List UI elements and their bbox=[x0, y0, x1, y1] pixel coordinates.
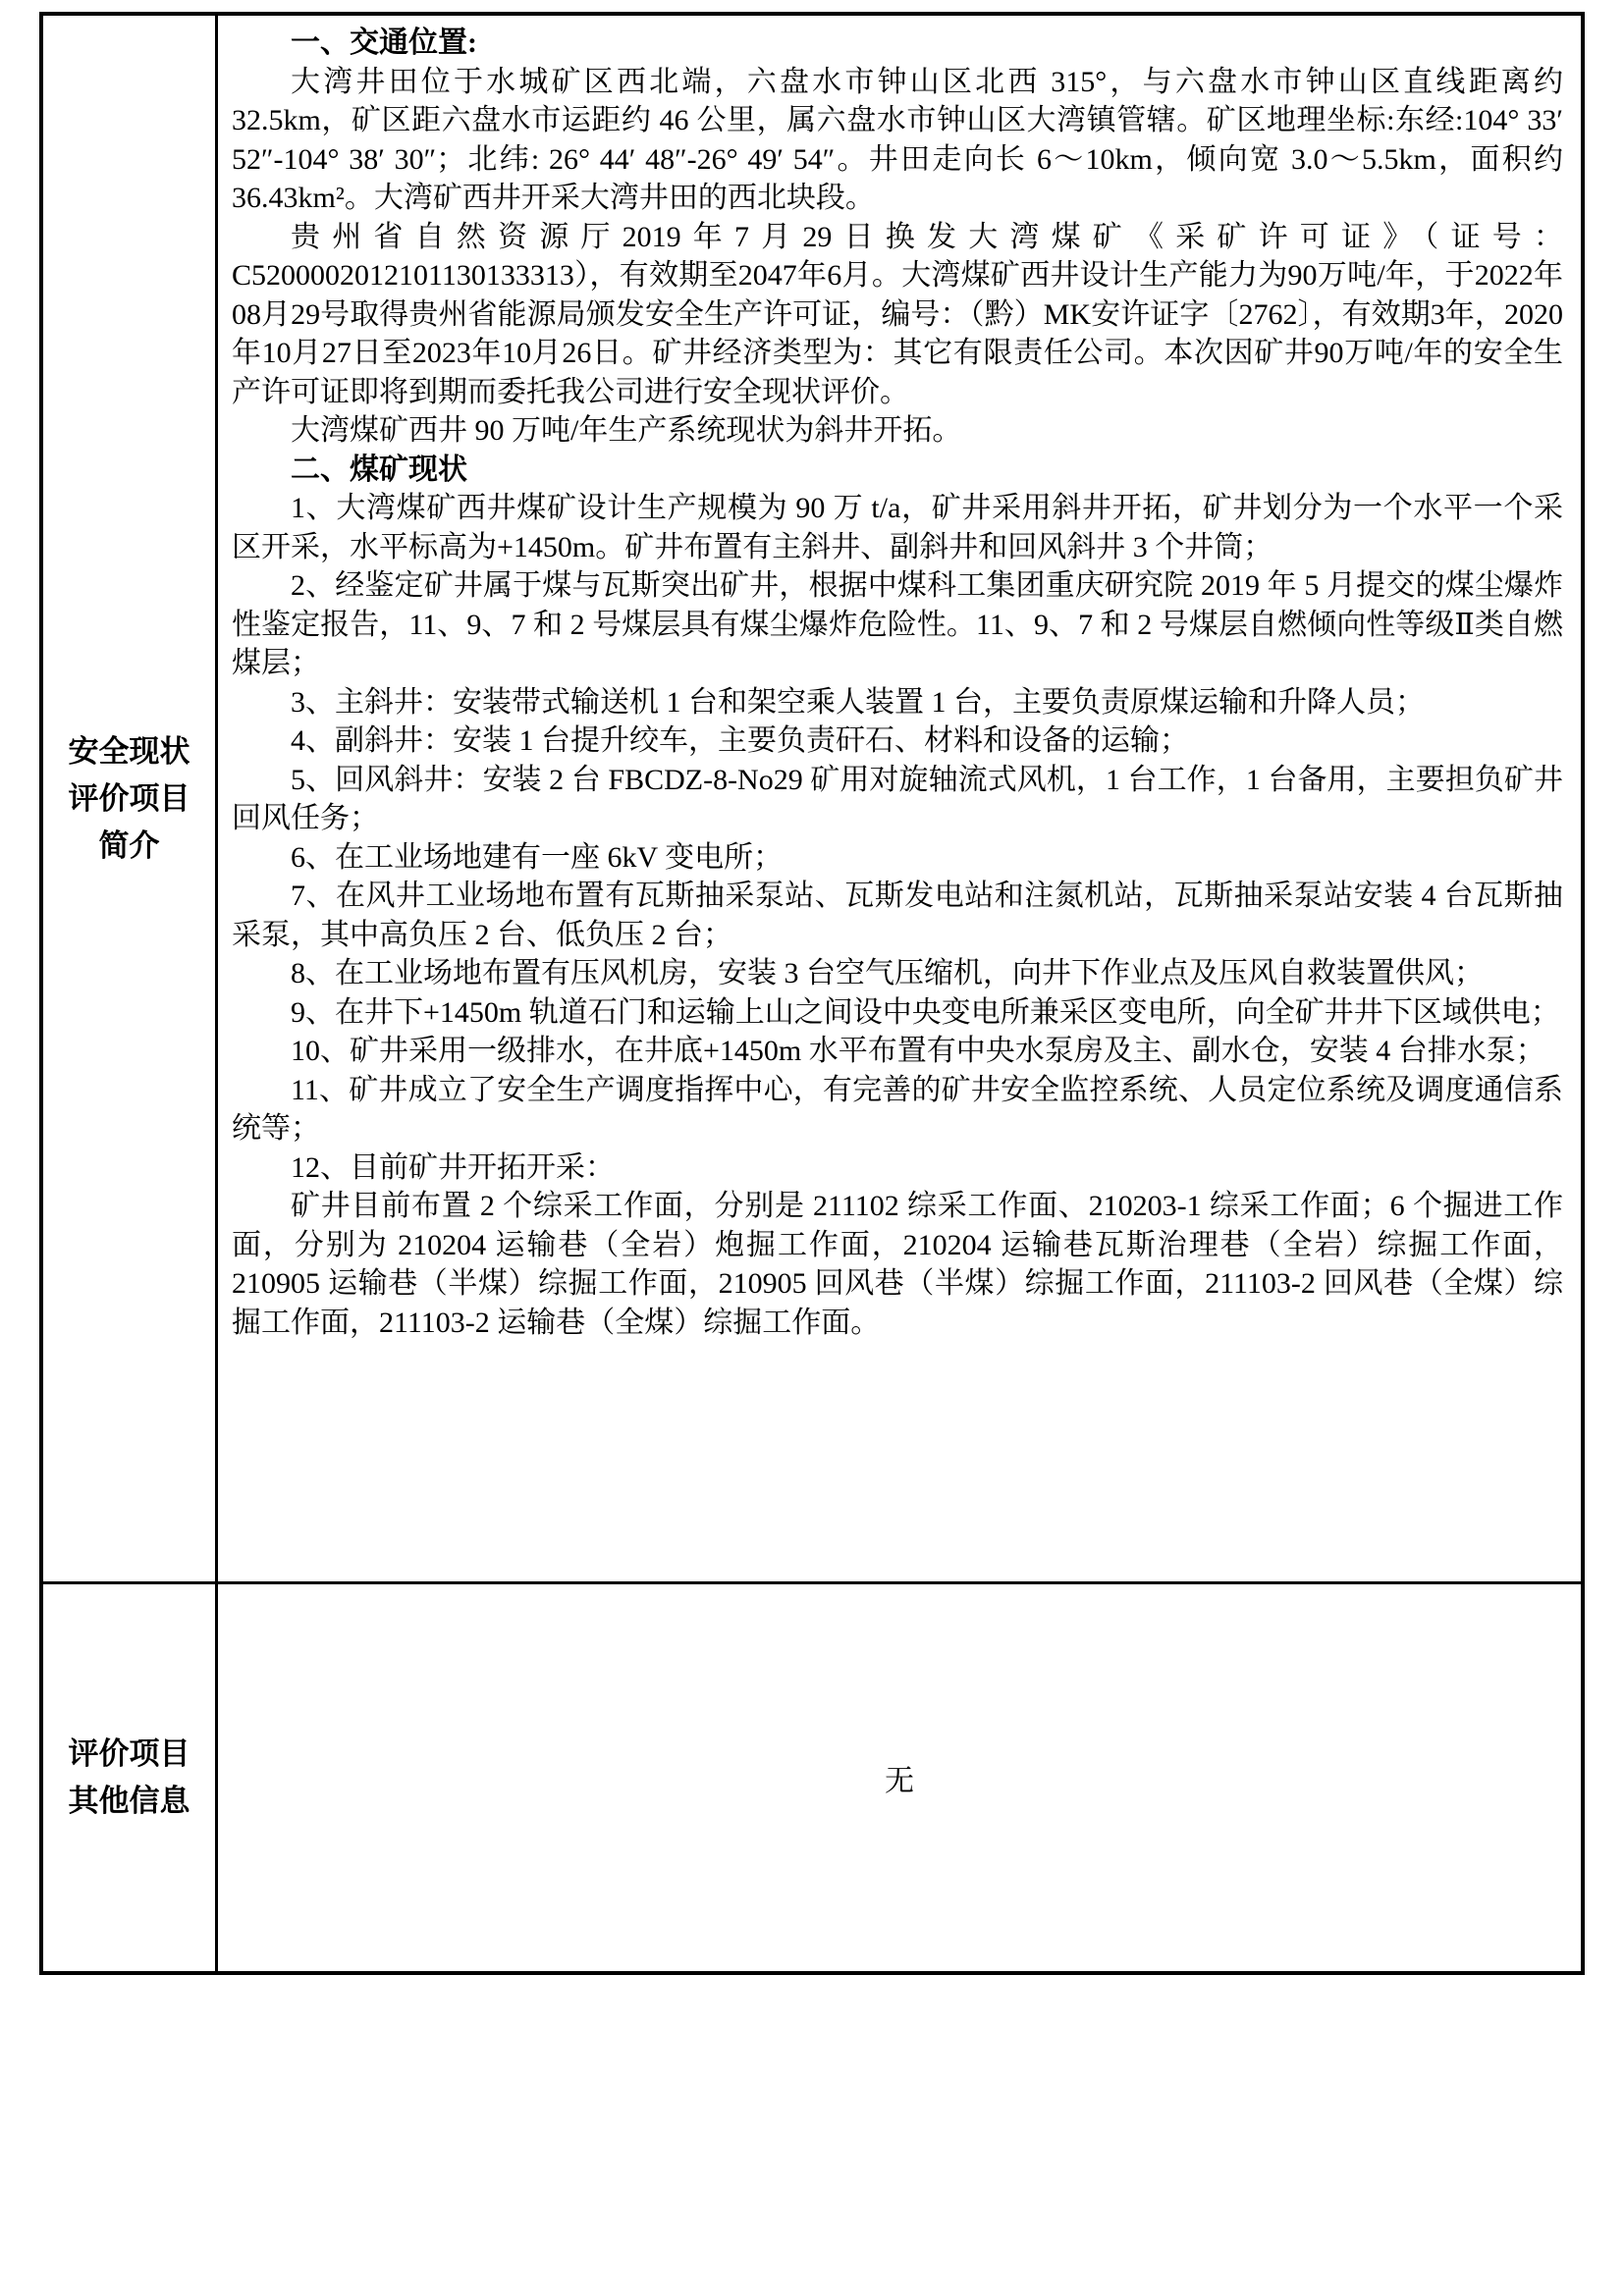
row1-label-cell bbox=[43, 16, 218, 1584]
section2-item-4: 4、副斜井：安装 1 台提升绞车，主要负责矸石、材料和设备的运输； bbox=[291, 724, 1189, 757]
row2-label-cell bbox=[43, 1584, 218, 1971]
row2-label bbox=[69, 1731, 190, 1825]
row1-label-line-3: 简介 bbox=[98, 828, 160, 863]
other-info-value: 无 bbox=[885, 1765, 914, 1797]
section2-item-12: 12、目前矿井开拓开采： bbox=[291, 1150, 615, 1184]
section2-item-3: 3、主斜井：安装带式输送机 1 台和架空乘人装置 1 台，主要负责原煤运输和升降人员； bbox=[291, 685, 1425, 719]
section2-item-9: 9、在井下+1450m 轨道石门和运输上山之间设中央变电所兼采区变电所，向全矿井井下区域供电； bbox=[291, 995, 1560, 1029]
section2-title: 二、煤矿现状 bbox=[291, 453, 467, 486]
section1-paragraph-3: 大湾煤矿西井 90 万吨/年生产系统现状为斜井开拓。 bbox=[291, 414, 962, 447]
row2-label-line-1: 评价项目 bbox=[68, 1736, 190, 1771]
section2-item-1: 1、大湾煤矿西井煤矿设计生产规模为 90 万 t/a，矿井采用斜井开拓，矿井划分为一个水平一个采区开采，水平标高为+1450m。矿井布置有主斜井、副斜井和回风斜井 3 个井筒； bbox=[232, 492, 1563, 563]
section2-item-7: 7、在风井工业场地布置有瓦斯抽采泵站、瓦斯发电站和注氮机站，瓦斯抽采泵站安装 4 台瓦斯抽采泵，其中高负压 2 台、低负压 2 台； bbox=[232, 880, 1563, 951]
row1-content-cell bbox=[218, 16, 1581, 1584]
section2-item-2: 2、经鉴定矿井属于煤与瓦斯突出矿井，根据中煤科工集团重庆研究院 2019 年 5 月提交的煤尘爆炸性鉴定报告，11、9、7 和 2 号煤层具有煤尘爆炸危险性。11、9、7 和 2 号煤层自燃倾向性等级Ⅱ类自燃煤层； bbox=[232, 569, 1563, 679]
row2-content-cell bbox=[218, 1584, 1581, 1971]
section2-item-8: 8、在工业场地布置有压风机房，安装 3 台空气压缩机，向井下作业点及压风自救装置供风； bbox=[291, 957, 1484, 989]
evaluation-table bbox=[39, 12, 1585, 1975]
section2-item-11: 11、矿井成立了安全生产调度指挥中心，有完善的矿井安全监控系统、人员定位系统及调度通信系统等； bbox=[232, 1073, 1563, 1145]
section2-item-6: 6、在工业场地建有一座 6kV 变电所； bbox=[291, 840, 784, 874]
section2-item-5: 5、回风斜井：安装 2 台 FBCDZ-8-No29 矿用对旋轴流式风机，1 台工作，1 台备用，主要担负矿井回风任务； bbox=[232, 763, 1563, 834]
row2-label-line-2: 其他信息 bbox=[68, 1784, 190, 1818]
section1-title: 一、交通位置: bbox=[291, 27, 477, 59]
row1-label-line-2: 评价项目 bbox=[68, 780, 190, 816]
section2-item-10: 10、矿井采用一级排水，在井底+1450m 水平布置有中央水泵房及主、副水仓，安装 4 台排水泵； bbox=[291, 1035, 1545, 1067]
row1-label bbox=[69, 728, 190, 870]
section1-paragraph-2: 贵州省自然资源厅2019年7月29日换发大湾煤矿《采矿许可证》（证号：C5200002012101130133313），有效期至2047年6月。大湾煤矿西井设计生产能力为90万吨/年，于2022年08月29号取得贵州省能源局颁发安全生产许可证，编号：（黔）MK安许证字〔2762〕，有效期3年，2020年10月27日至2023年10月26日。矿井经济类型为：其它有限责任公司。本次因矿井90万吨/年的安全生产许可证即将到期而委托我公司进行安全现状评价。 bbox=[232, 220, 1563, 408]
row1-label-line-1: 安全现状 bbox=[68, 733, 190, 769]
section1-paragraph-1: 大湾井田位于水城矿区西北端，六盘水市钟山区北西 315°，与六盘水市钟山区直线距离约 32.5km，矿区距六盘水市运距约 46 公里，属六盘水市钟山区大湾镇管辖。矿区地理坐标:东经:104° 33′ 52″-104° 38′ 30″；北纬: 26° 44′ 48″-26° 49′ 54″。井田走向长 6～10km，倾向宽 3.0～5.5km，面积约 36.43km²。大湾矿西井开采大湾井田的西北块段。 bbox=[232, 65, 1563, 214]
section2-closing-paragraph: 矿井目前布置 2 个综采工作面，分别是 211102 综采工作面、210203-1 综采工作面；6 个掘进工作面，分别为 210204 运输巷（全岩）炮掘工作面，210204 运输巷瓦斯治理巷（全岩）综掘工作面，210905 运输巷（半煤）综掘工作面，210905 回风巷（半煤）综掘工作面，211103-2 回风巷（全煤）综掘工作面，211103-2 运输巷（全煤）综掘工作面。 bbox=[232, 1190, 1563, 1339]
